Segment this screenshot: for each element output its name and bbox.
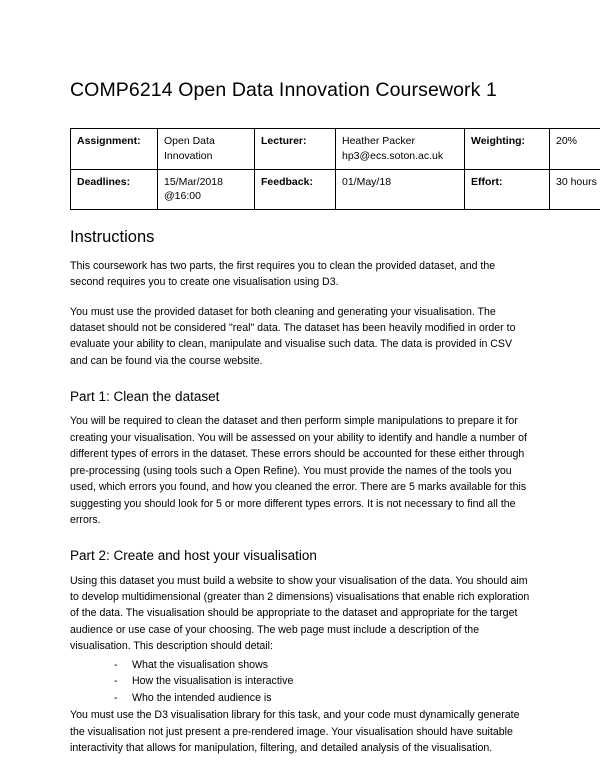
part1-paragraph: You will be required to clean the dataset and then perform simple manipulations to prepare it for creating your visualisation. You will be assessed on your ability to identify and handle a number of different types of errors in the dataset. These errors should be accounted for these either through pre-processing (using tools such a Open Refine). You must provide the names of the tools you used, which errors you found, and how you cleaned the error. There are 5 marks available for this suggesting you should look for 5 or more different types errors. It is not necessary to find all the errors. [70, 415, 527, 526]
intro-paragraph-2: You must use the provided dataset for both cleaning and generating your visualisation. The dataset should not be considered "real" data. The dataset has been heavily modified in order to evaluate your ability to clean, manipulate and visualise such data. The data is provided in CSV and can be found via the course website. [70, 305, 516, 367]
weighting-value: 20% [550, 129, 600, 169]
effort-value: 30 hours [550, 169, 600, 209]
list-item [114, 690, 530, 707]
part1-heading: Part 1: Clean the dataset [70, 389, 220, 405]
feedback-value: 01/May/18 [336, 169, 465, 209]
assignment-value: Open Data Innovation [158, 129, 255, 169]
list-item-label: How the visualisation is interactive [132, 675, 294, 688]
part2-heading: Part 2: Create and host your visualisation [70, 548, 317, 564]
list-item-label: What the visualisation shows [132, 658, 269, 671]
part2-requirements-list [70, 657, 530, 708]
weighting-label: Weighting: [465, 129, 550, 169]
table-row [71, 129, 600, 169]
list-item [114, 657, 530, 674]
intro-paragraph-1: This coursework has two parts, the first requires you to clean the provided dataset, and the second requires you to create one visualisation using D3. [70, 259, 496, 289]
lecturer-label: Lecturer: [255, 129, 336, 169]
assignment-info-table [70, 128, 600, 210]
list-item-label: Who the intended audience is [132, 692, 272, 705]
list-bullet-dash: - [114, 658, 118, 671]
table-row [71, 169, 600, 209]
part2-paragraph-2: You must use the D3 visualisation library for this task, and your code must dynamically generate the visualisation not just present a pre-rendered image. Your visualisation should have suitable interactivity that allows for manipulation, filtering, and detailed analysis of the visualisation. [70, 709, 520, 755]
list-bullet-dash: - [114, 692, 118, 705]
list-item [114, 673, 530, 690]
part2-paragraph-1: Using this dataset you must build a website to show your visualisation of the data. You should aim to develop multidimensional (greater than 2 dimensions) visualisations that enable rich exploration of the data. The visualisation should be appropriate to the dataset and appropriate for the target audience or use case of your choosing. The web page must include a description of the visualisation. This description should detail: [70, 574, 530, 653]
instructions-heading: Instructions [70, 228, 155, 247]
assignment-label: Assignment: [71, 129, 158, 169]
effort-label: Effort: [465, 169, 550, 209]
deadlines-value: 15/Mar/2018 @16:00 [158, 169, 255, 209]
lecturer-value: Heather Packer hp3@ecs.soton.ac.uk [336, 129, 465, 169]
list-bullet-dash: - [114, 675, 118, 688]
page-title: COMP6214 Open Data Innovation Coursework 1 [70, 79, 497, 101]
feedback-label: Feedback: [255, 169, 336, 209]
deadlines-label: Deadlines: [71, 169, 158, 209]
